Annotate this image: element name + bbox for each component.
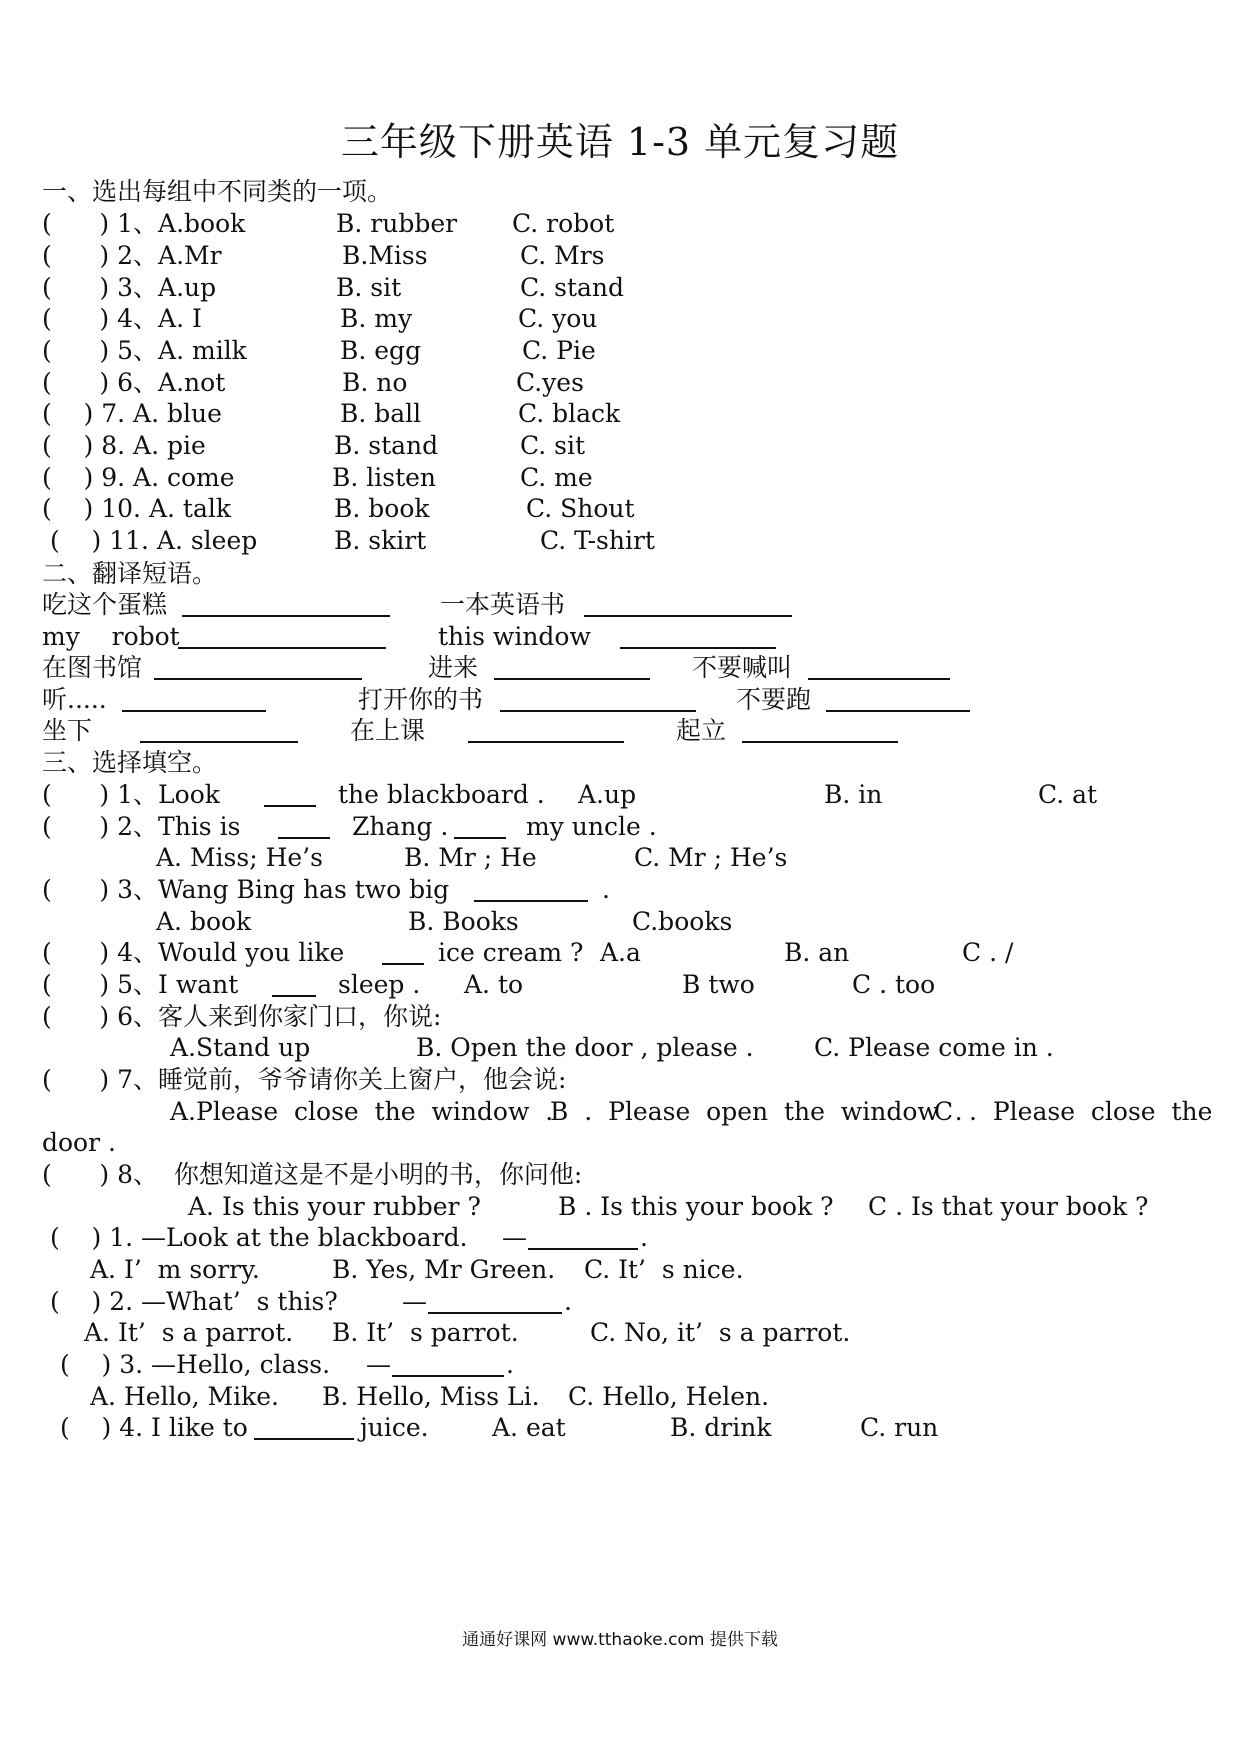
option-b: B. ball: [340, 399, 422, 428]
question-text: ( ) 1. —Look at the blackboard.: [50, 1223, 468, 1252]
option-c: C.books: [632, 907, 733, 936]
question-text: the blackboard .: [338, 780, 545, 809]
option-b: B. rubber: [336, 209, 458, 238]
phrase: 吃这个蛋糕: [42, 590, 168, 619]
option-b: B two: [682, 970, 755, 999]
answer-blank[interactable]: [140, 717, 298, 743]
option-c: C . too: [852, 970, 936, 999]
answer-blank[interactable]: [382, 939, 424, 965]
option-c: C . Is that your book ?: [868, 1192, 1149, 1221]
question-text: ( ) 8、 你想知道这是不是小明的书，你问他:: [42, 1160, 583, 1189]
phrase: 打开你的书: [358, 685, 484, 714]
question-text: ( ) 1、A.book: [42, 209, 246, 238]
question-text: ( ) 3. —Hello, class.: [60, 1350, 331, 1379]
option-b: B. in: [824, 780, 883, 809]
option-b: B. drink: [670, 1413, 772, 1442]
option-b: B. sit: [336, 273, 402, 302]
option-b: B. It’ s parrot.: [332, 1318, 519, 1347]
phrase: 听.....: [42, 685, 107, 714]
answer-blank[interactable]: [620, 623, 776, 649]
question-text: ( ) 4、A. I: [42, 304, 202, 333]
option-a: A.Stand up: [170, 1033, 311, 1062]
option-c: C . Please close the: [934, 1097, 1213, 1126]
answer-blank[interactable]: [584, 591, 792, 617]
option-b: B . Please open the window .: [550, 1097, 963, 1126]
answer-blank[interactable]: [278, 813, 330, 839]
option-c: C. Hello, Helen.: [568, 1382, 770, 1411]
option-a: A. to: [464, 970, 524, 999]
option-c: C. at: [1038, 780, 1098, 809]
option-a: A. I’ m sorry.: [90, 1255, 260, 1284]
phrase: this window: [438, 622, 591, 651]
answer-blank[interactable]: [474, 876, 588, 902]
answer-blank[interactable]: [392, 1351, 504, 1377]
question-text: ( ) 4. I like to: [60, 1413, 248, 1442]
question-text: ( ) 2. —What’ s this?: [50, 1287, 338, 1316]
option-c: C.yes: [516, 368, 584, 397]
answer-blank[interactable]: [122, 686, 266, 712]
option-b: B. Books: [408, 907, 519, 936]
question-text: ( ) 1、Look: [42, 780, 220, 809]
question-text: sleep .: [338, 970, 421, 999]
option-continuation: door .: [42, 1128, 116, 1157]
option-c: C. robot: [512, 209, 615, 238]
question-text: ( ) 2、A.Mr: [42, 241, 222, 270]
question-text: ice cream ?: [438, 938, 584, 967]
option-c: C. run: [860, 1413, 939, 1442]
option-c: C. Pie: [522, 336, 596, 365]
option-c: C. stand: [520, 273, 625, 302]
question-text: Zhang .: [352, 812, 449, 841]
option-c: C. black: [518, 399, 621, 428]
question-text: .: [602, 875, 610, 904]
section3-heading: 三、选择填空。: [42, 748, 218, 777]
page-footer: 通通好课网 www.tthaoke.com 提供下载: [462, 1630, 778, 1650]
question-text: ( ) 6、客人来到你家门口，你说:: [42, 1002, 442, 1031]
period: .: [640, 1223, 648, 1252]
phrase: 不要跑: [736, 685, 812, 714]
question-text: ( ) 11. A. sleep: [42, 526, 258, 555]
option-c: C. Mr ; He’s: [634, 843, 788, 872]
dash: —: [502, 1223, 527, 1252]
option-a: A.up: [578, 780, 637, 809]
answer-blank[interactable]: [742, 717, 898, 743]
option-b: B.Miss: [342, 241, 428, 270]
option-c: C . /: [962, 938, 1014, 967]
option-c: C. you: [518, 304, 598, 333]
question-text: ( ) 10. A. talk: [42, 494, 231, 523]
question-text: ( ) 5、A. milk: [42, 336, 247, 365]
section1-heading: 一、选出每组中不同类的一项。: [42, 177, 393, 206]
option-c: C. T-shirt: [540, 526, 655, 555]
option-b: B. listen: [332, 463, 437, 492]
question-text: ( ) 2、This is: [42, 812, 241, 841]
answer-blank[interactable]: [500, 686, 696, 712]
option-b: B. an: [784, 938, 850, 967]
phrase: 不要喊叫: [692, 653, 793, 682]
option-c: C. No, it’ s a parrot.: [590, 1318, 851, 1347]
option-b: B. Yes, Mr Green.: [332, 1255, 556, 1284]
dash: —: [366, 1350, 391, 1379]
answer-blank[interactable]: [272, 971, 316, 997]
option-c: C. me: [520, 463, 593, 492]
phrase: 进来: [428, 653, 479, 682]
question-text: ( ) 9. A. come: [42, 463, 235, 492]
option-b: B. my: [340, 304, 413, 333]
phrase: 坐下: [42, 716, 93, 745]
question-text: ( ) 8. A. pie: [42, 431, 206, 460]
question-text: ( ) 3、Wang Bing has two big: [42, 875, 450, 904]
option-a: A.Please close the window .: [170, 1097, 554, 1126]
option-a: A. Hello, Mike.: [90, 1382, 279, 1411]
phrase: my robot: [42, 622, 180, 651]
question-text: ( ) 4、Would you like: [42, 938, 345, 967]
phrase: 一本英语书: [440, 590, 566, 619]
phrase: 起立: [676, 716, 727, 745]
question-text: ( ) 6、A.not: [42, 368, 226, 397]
question-text: ( ) 5、I want: [42, 970, 239, 999]
option-b: B. egg: [340, 336, 422, 365]
question-text: ( ) 7、睡觉前，爷爷请你关上窗户，他会说:: [42, 1065, 567, 1094]
answer-blank[interactable]: [808, 654, 950, 680]
option-a: A.a: [600, 938, 641, 967]
option-a: A. It’ s a parrot.: [84, 1318, 294, 1347]
option-c: C. It’ s nice.: [584, 1255, 744, 1284]
answer-blank[interactable]: [254, 1414, 354, 1440]
phrase: 在上课: [350, 716, 426, 745]
option-b: B. Open the door , please .: [416, 1033, 754, 1062]
option-a: A. Miss; He’s: [156, 843, 323, 872]
option-b: B. Hello, Miss Li.: [322, 1382, 540, 1411]
answer-blank[interactable]: [528, 1224, 638, 1250]
page-title: 三年级下册英语 1-3 单元复习题: [340, 120, 900, 164]
question-text: my uncle .: [526, 812, 657, 841]
section2-heading: 二、翻译短语。: [42, 559, 218, 588]
period: .: [564, 1287, 572, 1316]
option-b: B. book: [334, 494, 430, 523]
answer-blank[interactable]: [826, 686, 970, 712]
option-b: B. Mr ; He: [404, 843, 537, 872]
answer-blank[interactable]: [428, 1288, 562, 1314]
option-a: A. book: [156, 907, 252, 936]
option-c: C. Please come in .: [814, 1033, 1054, 1062]
period: .: [506, 1350, 514, 1379]
option-b: B. no: [342, 368, 408, 397]
question-text: juice.: [360, 1413, 429, 1442]
option-b: B . Is this your book ?: [558, 1192, 834, 1221]
answer-blank[interactable]: [264, 781, 316, 807]
option-a: A. eat: [492, 1413, 566, 1442]
answer-blank[interactable]: [454, 813, 506, 839]
answer-blank[interactable]: [494, 654, 650, 680]
question-text: ( ) 3、A.up: [42, 273, 217, 302]
question-text: ( ) 7. A. blue: [42, 399, 222, 428]
answer-blank[interactable]: [178, 623, 386, 649]
option-b: B. stand: [334, 431, 439, 460]
answer-blank[interactable]: [468, 717, 624, 743]
dash: —: [402, 1287, 427, 1316]
option-c: C. sit: [520, 431, 586, 460]
answer-blank[interactable]: [182, 591, 390, 617]
phrase: 在图书馆: [42, 653, 143, 682]
option-a: A. Is this your rubber ?: [188, 1192, 481, 1221]
option-c: C. Mrs: [520, 241, 605, 270]
option-c: C. Shout: [526, 494, 635, 523]
answer-blank[interactable]: [154, 654, 362, 680]
option-b: B. skirt: [334, 526, 427, 555]
